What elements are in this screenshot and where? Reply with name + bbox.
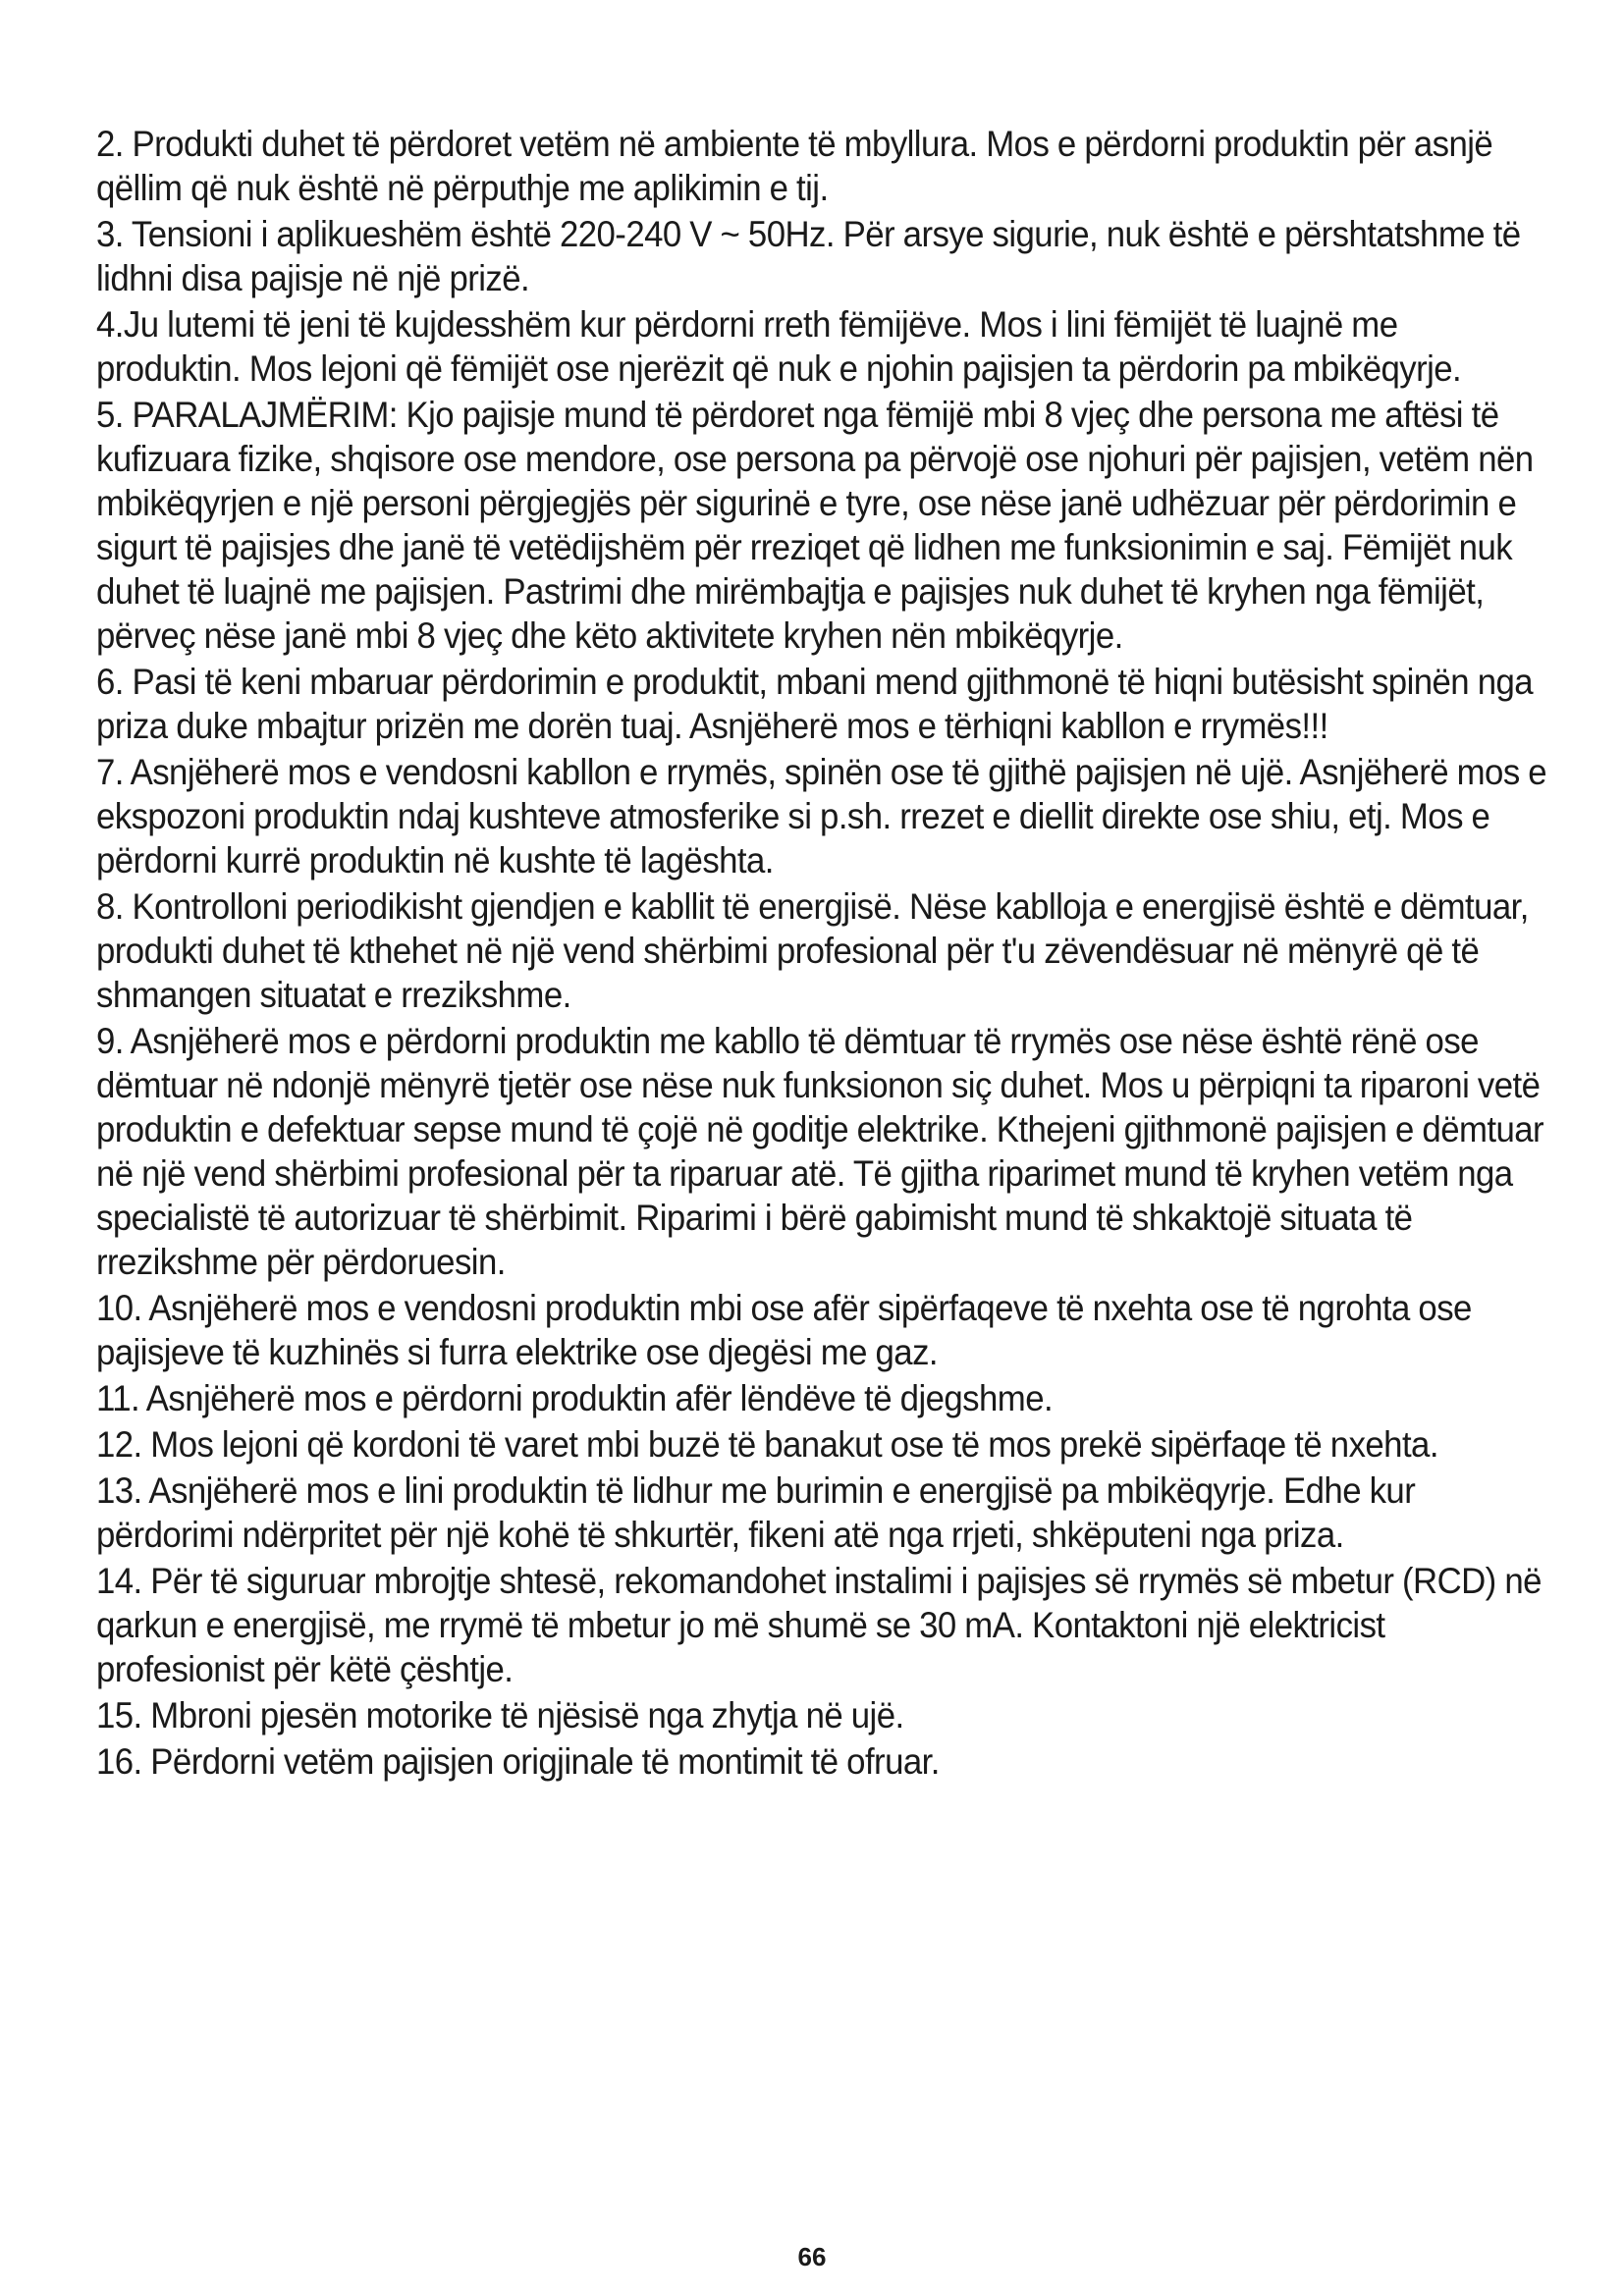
instruction-item-6: 6. Pasi të keni mbaruar përdorimin e produktit, mbani mend gjithmonë të hiqni butësisht spinën nga priza duke mbajtur prizën me dorën tuaj. Asnjëherë mos e tërhiqni kabllon e rrymës!!!: [96, 662, 1534, 746]
instruction-item-16: 16. Përdorni vetëm pajisjen origjinale të montimit të ofruar.: [96, 1741, 940, 1782]
instruction-item-3: 3. Tensioni i aplikueshëm është 220-240 V ~ 50Hz. Për arsye sigurie, nuk është e përshtatshme të lidhni disa pajisje në një prizë.: [96, 214, 1521, 298]
instruction-item-11: 11. Asnjëherë mos e përdorni produktin afër lëndëve të djegshme.: [96, 1378, 1054, 1418]
instruction-item-10: 10. Asnjëherë mos e vendosni produktin mbi ose afër sipërfaqeve të nxehta ose të ngrohta ose pajisjeve të kuzhinës si furra elektrike ose djegësi me gaz.: [96, 1288, 1472, 1372]
instruction-item-4: 4.Ju lutemi të jeni të kujdesshëm kur përdorni rreth fëmijëve. Mos i lini fëmijët të luajnë me produktin. Mos lejoni që fëmijët ose njerëzit që nuk e njohin pajisjen ta përdorin pa mbikëqyrje.: [96, 304, 1462, 389]
instruction-item-2: 2. Produkti duhet të përdoret vetëm në ambiente të mbyllura. Mos e përdorni produktin për asnjë qëllim që nuk është në përputhje me aplikimin e tij.: [96, 124, 1493, 208]
safety-instructions-list: [96, 122, 1549, 1786]
instruction-item-7: 7. Asnjëherë mos e vendosni kabllon e rrymës, spinën ose të gjithë pajisjen në ujë. Asnjëherë mos e ekspozoni produktin ndaj kushteve atmosferike si p.sh. rrezet e diellit direkte ose shiu, etj. Mos e përdorni kurrë produktin në kushte të lagështa.: [96, 752, 1547, 881]
instruction-item-12: 12. Mos lejoni që kordoni të varet mbi buzë të banakut ose të mos prekë sipërfaqe të nxehta.: [96, 1424, 1438, 1465]
instruction-item-8: 8. Kontrolloni periodikisht gjendjen e kabllit të energjisë. Nëse kablloja e energjisë është e dëmtuar, produkti duhet të kthehet në një vend shërbimi profesional për t'u zëvendësuar në mënyrë që të shmangen situatat e rrezikshme.: [96, 886, 1529, 1015]
instruction-item-9: 9. Asnjëherë mos e përdorni produktin me kabllo të dëmtuar të rrymës ose nëse është rënë ose dëmtuar në ndonjë mënyrë tjetër ose nëse nuk funksionon siç duhet. Mos u përpiqni ta riparoni vetë produktin e defektuar sepse mund të çojë në goditje elektrike. Kthejeni gjithmonë pajisjen e dëmtuar në një vend shërbimi profesional për ta riparuar atë. Të gjitha riparimet mund të kryhen vetëm nga specialistë të autorizuar të shërbimit. Riparimi i bërë gabimisht mund të shkaktojë situata të rrezikshme për përdoruesin.: [96, 1021, 1544, 1282]
instruction-item-14: 14. Për të siguruar mbrojtje shtesë, rekomandohet instalimi i pajisjes së rrymës së mbetur (RCD) në qarkun e energjisë, me rrymë të mbetur jo më shumë se 30 mA. Kontaktoni një elektricist profesionist për këtë çështje.: [96, 1561, 1542, 1689]
instruction-item-5: 5. PARALAJMËRIM: Kjo pajisje mund të përdoret nga fëmijë mbi 8 vjeç dhe persona me aftësi të kufizuara fizike, shqisore ose mendore, ose persona pa përvojë ose njohuri për pajisjen, vetëm nën mbikëqyrjen e një personi përgjegjës për sigurinë e tyre, ose nëse janë udhëzuar për përdorimin e sigurt të pajisjes dhe janë të vetëdijshëm për rreziqet që lidhen me funksionimin e saj. Fëmijët nuk duhet të luajnë me pajisjen. Pastrimi dhe mirëmbajtja e pajisjes nuk duhet të kryhen nga fëmijët, përveç nëse janë mbi 8 vjeç dhe këto aktivitete kryhen nën mbikëqyrje.: [96, 395, 1534, 656]
instruction-item-15: 15. Mbroni pjesën motorike të njësisë nga zhytja në ujë.: [96, 1695, 904, 1735]
page-number: 66: [797, 2242, 827, 2271]
instruction-item-13: 13. Asnjëherë mos e lini produktin të lidhur me burimin e energjisë pa mbikëqyrje. Edhe kur përdorimi ndërpritet për një kohë të shkurtër, fikeni atë nga rrjeti, shkëputeni nga priza.: [96, 1470, 1416, 1555]
